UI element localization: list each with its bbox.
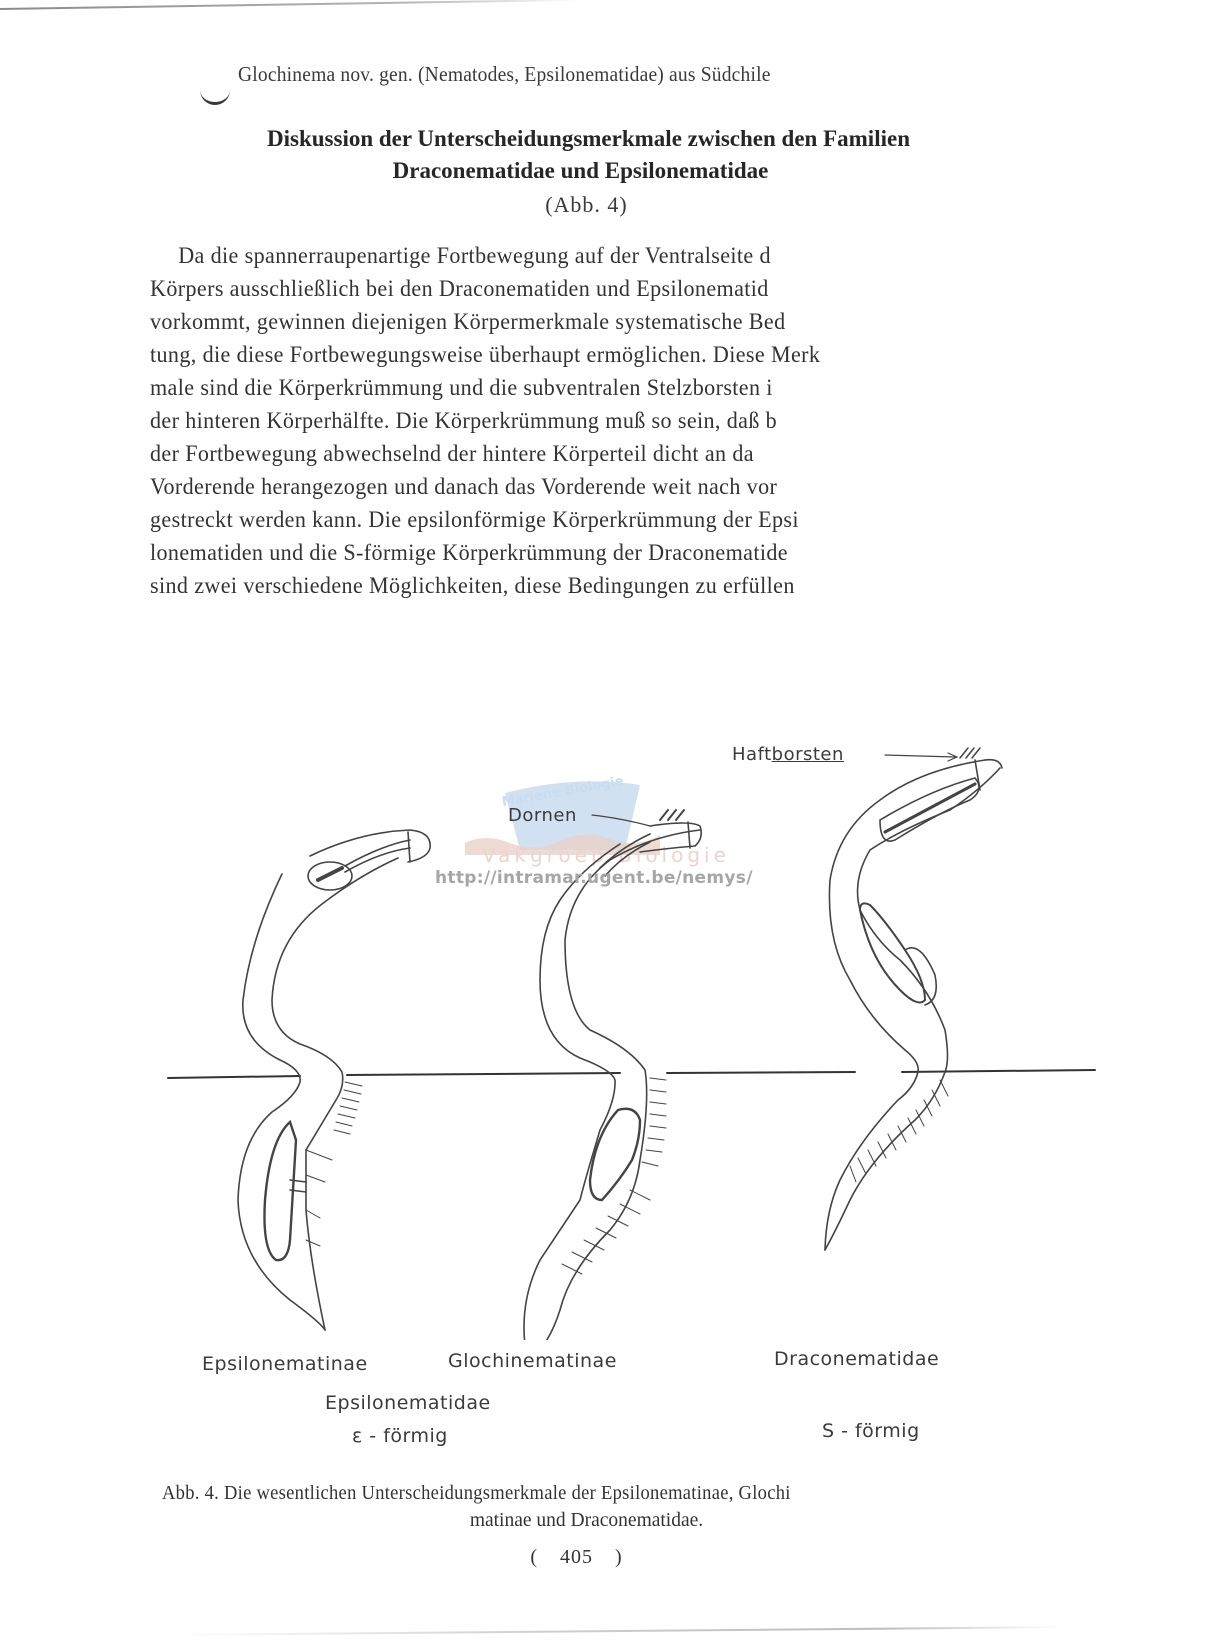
section-title-line-2: Draconematidae und Epsilonematidae (392, 158, 769, 183)
label-dornen: Dornen (508, 805, 577, 826)
substrate-line (168, 1070, 1095, 1078)
worm-draconematidae (825, 748, 1002, 1250)
watermark-group-text: Vakgroep Biologie (482, 843, 730, 867)
watermark-url: http://intramar.ugent.be/nemys/ (435, 868, 753, 888)
body-line: Da die spannerraupenartige Fortbewegung auf der Ventralseite d (178, 243, 771, 269)
label-draconematidae: Draconematidae (774, 1348, 940, 1370)
label-epsilonematinae: Epsilonematinae (202, 1353, 368, 1375)
body-line: Vorderende herangezogen und danach das Vorderende weit nach vor (150, 474, 778, 500)
label-haftborsten (732, 744, 844, 765)
label-haftborsten-underlined: borsten (771, 744, 844, 765)
worm-epsilonematinae (238, 830, 430, 1330)
body-line: Körpers ausschließlich bei den Draconematiden und Epsilonematid (150, 276, 769, 302)
page-number-close: ) (615, 1546, 623, 1568)
page-number-open: ( (530, 1546, 538, 1568)
body-line: der Fortbewegung abwechselnd der hintere Körperteil dicht an da (150, 441, 754, 467)
label-glochinematinae: Glochinematinae (448, 1350, 617, 1372)
body-line: der hinteren Körperhälfte. Die Körperkrümmung muß so sein, daß b (150, 408, 778, 434)
dornen-arrow (592, 815, 650, 826)
scan-edge-bottom (180, 1626, 1060, 1636)
body-paragraph (150, 240, 1050, 630)
haftborsten-arrow (885, 755, 955, 757)
pen-mark (200, 88, 230, 105)
scan-edge-top (0, 0, 580, 10)
label-haftborsten-prefix: Haft (732, 744, 772, 765)
body-line: sind zwei verschiedene Möglichkeiten, diese Bedingungen zu erfüllen (150, 573, 795, 599)
stilt-setae (306, 1082, 362, 1246)
label-epsilon-form: ε - förmig (352, 1425, 448, 1447)
body-line: lonematiden und die S-förmige Körperkrümmung der Draconematide (150, 540, 788, 566)
body-line: vorkommt, gewinnen diejenigen Körpermerkmale systematische Bed (150, 309, 786, 335)
figure-nematodes (0, 700, 1213, 1340)
section-title-line-1: Diskussion der Unterscheidungsmerkmale zwischen den Familien (267, 126, 910, 151)
label-s-form: S - förmig (822, 1420, 920, 1442)
worm-glochinematinae (524, 810, 701, 1340)
figure-reference: (Abb. 4) (545, 192, 628, 217)
body-line: male sind die Körperkrümmung und die subventralen Stelzborsten i (150, 375, 773, 401)
haftborsten (960, 748, 980, 758)
stilt-setae (562, 1078, 666, 1274)
body-line: tung, die diese Fortbewegungsweise überhaupt ermöglichen. Diese Merk (150, 342, 821, 368)
dornen-spines (660, 810, 684, 820)
body-line: gestreckt werden kann. Die epsilonförmige Körperkrümmung der Epsi (150, 507, 799, 533)
label-epsilonematidae: Epsilonematidae (325, 1392, 491, 1414)
figure-caption-line-1: Abb. 4. Die wesentlichen Unterscheidungsmerkmale der Epsilonematinae, Glochi (162, 1483, 791, 1504)
page-number-value: 405 (560, 1546, 593, 1568)
running-head: Glochinema nov. gen. (Nematodes, Epsilonematidae) aus Südchile (238, 62, 771, 86)
watermark-logo-text: Mariene Biologie (500, 773, 625, 811)
page-number (0, 1546, 1183, 1569)
figure-caption-line-2: matinae und Draconematidae. (469, 1510, 704, 1531)
